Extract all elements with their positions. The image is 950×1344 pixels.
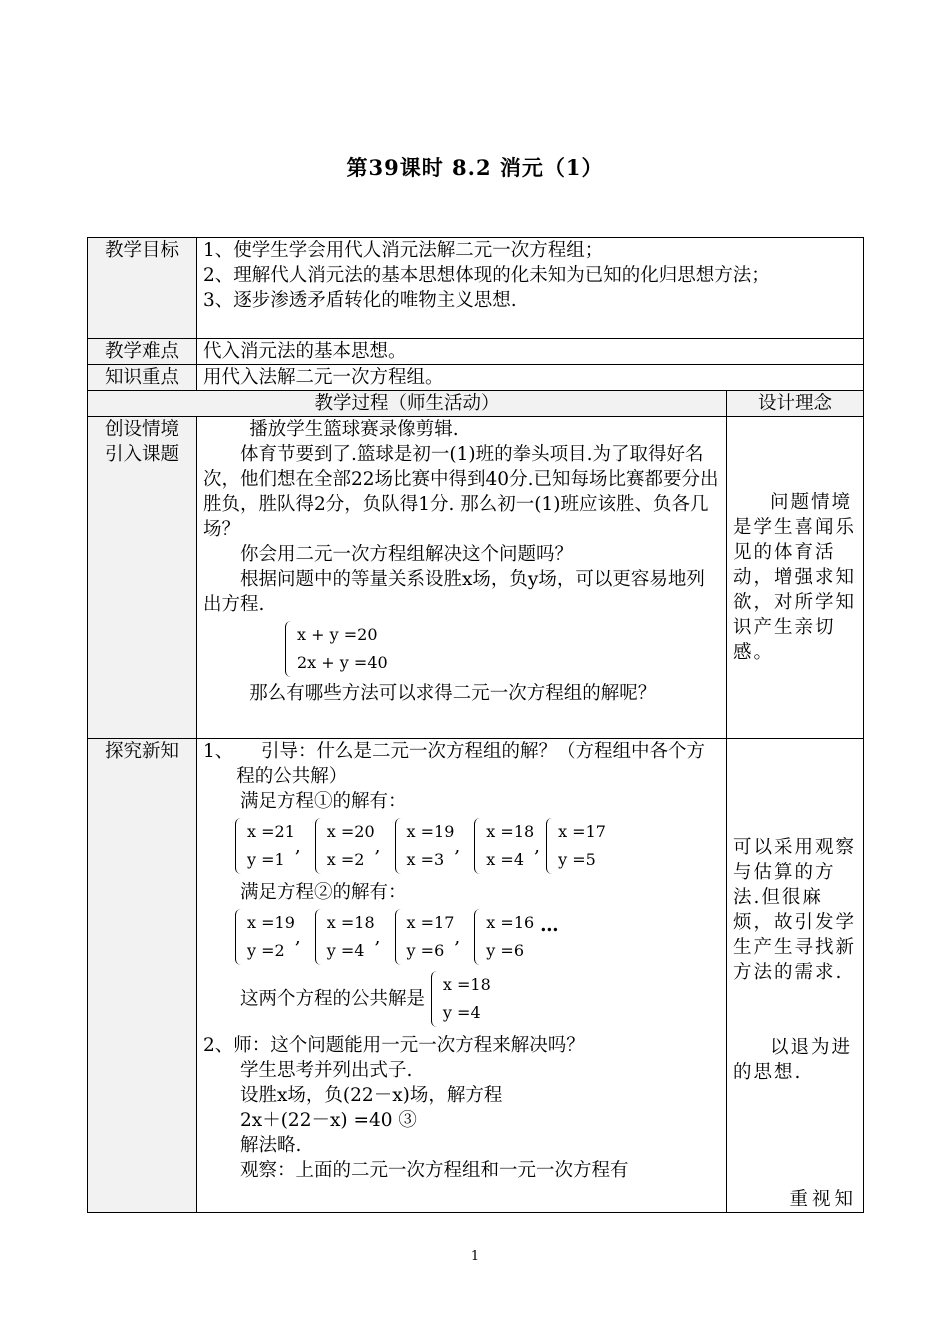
sol-x: x =18 [486, 822, 535, 841]
objective-2: 2、理解代人消元法的基本思想体现的化未知为已知的化归思想方法； [203, 265, 770, 286]
sol-y: x =2 [326, 850, 365, 869]
intro-label-text: 创设情境引入课题 [104, 419, 179, 465]
explore-l3: 2x＋(22－x) =40 ③ [240, 1110, 417, 1131]
sol-y: y =4 [326, 941, 365, 960]
explore-l2: 设胜x场，负(22－x)场，解方程 [240, 1085, 503, 1106]
explore-notes [727, 739, 864, 1213]
equation-2: 2x + y =40 [297, 653, 388, 672]
sol-x: x =18 [326, 913, 375, 932]
common-solution [203, 971, 720, 1027]
sol-y: y =4 [442, 1003, 481, 1022]
sol-x: x =16 [486, 913, 535, 932]
sol-y: y =2 [247, 941, 285, 960]
keypoint-row [88, 365, 864, 391]
sol-x: x =17 [406, 913, 455, 932]
explore-row [88, 739, 864, 1213]
equation-system-brace [285, 621, 388, 677]
objectives-row [88, 238, 864, 339]
sol-x: x =20 [326, 822, 375, 841]
solution-1-1 [235, 818, 295, 874]
sol-x: x =17 [558, 822, 606, 841]
objectives-content [197, 238, 864, 339]
keypoint-label: 知识重点 [88, 365, 197, 391]
common-solution-system [431, 971, 491, 1027]
solution-1-2 [315, 818, 375, 874]
solutions-2: x =19 y =2 , x =18 y =4 , x =17 y =6 , x =16 y =6 … [203, 909, 720, 965]
intro-note-text: 问题情境是学生喜闻乐见的体育活动，增强求知欲，对所学知识产生亲切感。 [733, 492, 857, 663]
objective-1: 1、使学生学会用代人消元法解二元一次方程组； [203, 240, 604, 261]
objective-3: 3、逐步渗透矛盾转化的唯物主义思想. [203, 290, 517, 311]
explore-item2: 2、师：这个问题能用一元一次方程来解决吗？ [203, 1035, 585, 1056]
objectives-label: 教学目标 [88, 238, 197, 339]
intro-p4: 根据问题中的等量关系设胜x场，负y场，可以更容易地列出方程. [203, 569, 705, 615]
header-row [88, 391, 864, 417]
sol-y: y =5 [558, 850, 596, 869]
sol-y: y =1 [247, 850, 285, 869]
intro-row [88, 417, 864, 739]
difficulty-text: 代入消元法的基本思想。 [197, 339, 864, 365]
sol-x: x =19 [406, 822, 455, 841]
intro-p3: 你会用二元一次方程组解决这个问题吗？ [240, 544, 574, 565]
intro-p1: 播放学生篮球赛录像剪辑. [249, 419, 459, 440]
explore-label: 探究新知 [88, 739, 197, 1213]
intro-p5: 那么有哪些方法可以求得二元一次方程组的解呢？ [249, 683, 657, 704]
difficulty-row [88, 339, 864, 365]
intro-p2: 体育节要到了.篮球是初一(1)班的拳头项目.为了取得好名次，他们想在全部22场比赛中得到40分.已知每场比赛都要分出胜负，胜队得2分，负队得1分. 那么初一(1)班应该胜、负各几场？ [203, 444, 719, 540]
solution-2-1 [235, 909, 295, 965]
explore-l5: 观察：上面的二元一次方程组和一元一次方程有 [240, 1160, 629, 1181]
concept-header: 设计理念 [727, 391, 864, 417]
solution-1-5 [546, 818, 606, 874]
lesson-table [87, 237, 864, 1213]
equation-1: x + y =20 [297, 625, 378, 644]
difficulty-label: 教学难点 [88, 339, 197, 365]
ellipsis: … [540, 914, 559, 936]
sol-y: x =4 [486, 850, 524, 869]
page-number: 1 [470, 1249, 480, 1264]
explore-sat2: 满足方程②的解有： [240, 882, 407, 903]
process-header: 教学过程（师生活动） [88, 391, 727, 417]
explore-note2: 以退为进的思想. [733, 1037, 853, 1083]
sol-x: x =21 [247, 822, 295, 841]
explore-l1: 学生思考并列出式子. [240, 1060, 413, 1081]
sol-x: x =18 [442, 975, 491, 994]
sol-y: x =3 [406, 850, 445, 869]
explore-sat1: 满足方程①的解有： [240, 791, 407, 812]
sol-x: x =19 [247, 913, 295, 932]
sol-y: y =6 [406, 941, 445, 960]
common-label: 这两个方程的公共解是 [240, 988, 426, 1010]
explore-item1: 1、 引导：什么是二元一次方程组的解？（方程组中各个方程的公共解） [203, 741, 706, 787]
solution-2-2 [315, 909, 375, 965]
solution-2-4 [474, 909, 534, 965]
solutions-1: x =21 y =1 , x =20 x =2 , x =19 x =3 , x =18 x =4 , x =17 y =5 [203, 818, 720, 874]
explore-content [197, 739, 727, 1213]
explore-l4: 解法略. [240, 1135, 302, 1156]
intro-note [727, 417, 864, 739]
intro-label [88, 417, 197, 739]
solution-1-4 [474, 818, 534, 874]
solution-2-3 [395, 909, 455, 965]
explore-note3: 重视知 [789, 1189, 857, 1210]
intro-content [197, 417, 727, 739]
solution-1-3 [395, 818, 455, 874]
page-title: 第39课时 8.2 消元（1） [346, 155, 604, 180]
explore-note1: 可以采用观察与估算的方法.但很麻烦，故引发学生产生寻找新方法的需求. [733, 837, 857, 983]
equation-system [203, 621, 720, 677]
keypoint-text: 用代入法解二元一次方程组。 [197, 365, 864, 391]
sol-y: y =6 [486, 941, 525, 960]
